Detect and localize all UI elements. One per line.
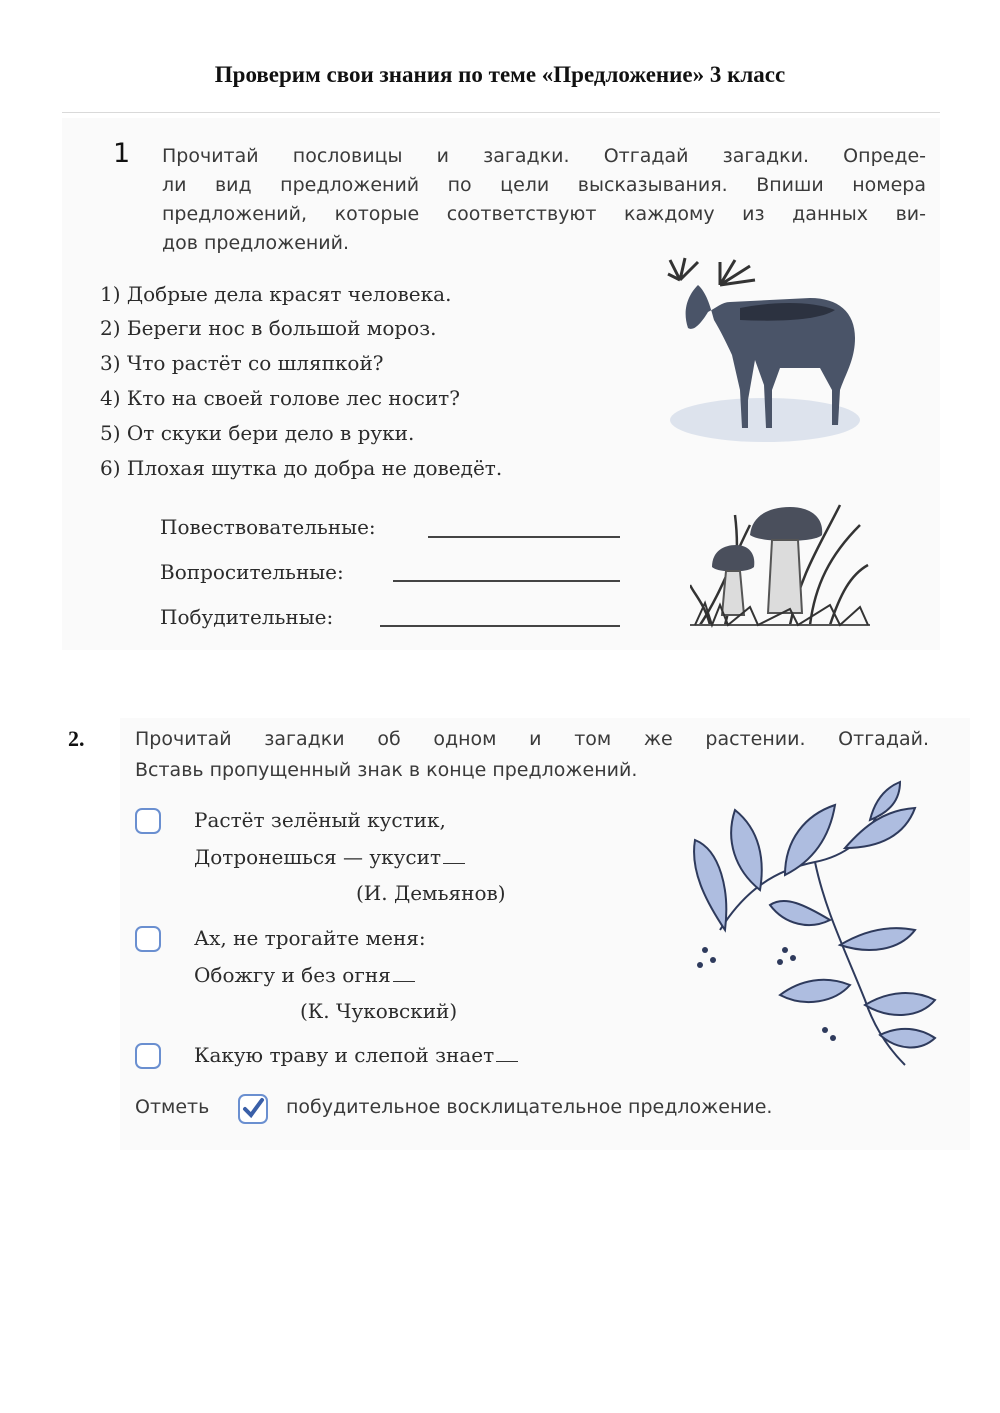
riddle1-line1: Растёт зелёный кустик, [194, 808, 446, 832]
mushroom-illustration [690, 485, 870, 630]
riddle1-line2: Дотронешься — укусит [194, 845, 442, 869]
interrogative-answer-line[interactable] [393, 580, 620, 582]
riddle3-line1-row [194, 1043, 518, 1067]
divider [62, 112, 940, 113]
proverb-item-1: 1) Добрые дела красят человека. [100, 282, 452, 306]
imperative-answer-line[interactable] [380, 625, 620, 627]
proverb-item-5: 5) От скуки бери дело в руки. [100, 421, 415, 445]
imperative-label: Побудительные: [160, 605, 334, 629]
riddle1-blank[interactable] [443, 863, 465, 864]
narrative-answer-line[interactable] [428, 536, 620, 538]
page-title: Проверим свои знания по теме «Предложение» 3 класс [214, 62, 786, 87]
riddle2-line2-row [194, 963, 415, 987]
riddle2-author: (К. Чуковский) [300, 999, 458, 1023]
checkmark-icon [238, 1094, 268, 1124]
riddle1-checkbox[interactable] [135, 808, 161, 834]
riddle3-line1: Какую траву и слепой знает [194, 1043, 495, 1067]
task2-instruction-line: Прочитай загадки об одном и том же растении. Отгадай. [135, 728, 929, 750]
task1-instruction-line: Прочитай пословицы и загадки. Отгадай загадки. Опреде- [162, 145, 926, 167]
proverb-item-2: 2) Береги нос в большой мороз. [100, 316, 437, 340]
moose-illustration [660, 250, 875, 450]
proverb-item-6: 6) Плохая шутка до добра не доведёт. [100, 456, 503, 480]
task2-number: 2. [68, 726, 85, 751]
riddle2-line1: Ах, не трогайте меня: [194, 926, 426, 950]
riddle1-line2-row [194, 845, 465, 869]
narrative-label: Повествовательные: [160, 515, 376, 539]
nettle-illustration [665, 780, 945, 1070]
interrogative-label: Вопросительные: [160, 560, 344, 584]
riddle2-line2: Обожгу и без огня [194, 963, 391, 987]
task2-instruction-line: Вставь пропущенный знак в конце предложений. [135, 759, 638, 781]
footer-after: побудительное восклицательное предложение. [286, 1096, 773, 1118]
riddle-item-4: 4) Кто на своей голове лес носит? [100, 386, 460, 410]
task1-instruction-line: предложений, которые соответствуют каждому из данных ви- [162, 203, 926, 225]
riddle2-checkbox[interactable] [135, 926, 161, 952]
riddle1-author: (И. Демьянов) [356, 881, 506, 905]
riddle3-checkbox[interactable] [135, 1043, 161, 1069]
riddle-item-3: 3) Что растёт со шляпкой? [100, 351, 384, 375]
task1-instruction-line: дов предложений. [162, 232, 350, 254]
task1-instruction-line: ли вид предложений по цели высказывания. Впиши номера [162, 174, 926, 196]
riddle2-blank[interactable] [393, 981, 415, 982]
task1-number: 1 [113, 138, 131, 169]
footer-before: Отметь [135, 1096, 210, 1118]
riddle3-blank[interactable] [496, 1061, 518, 1062]
